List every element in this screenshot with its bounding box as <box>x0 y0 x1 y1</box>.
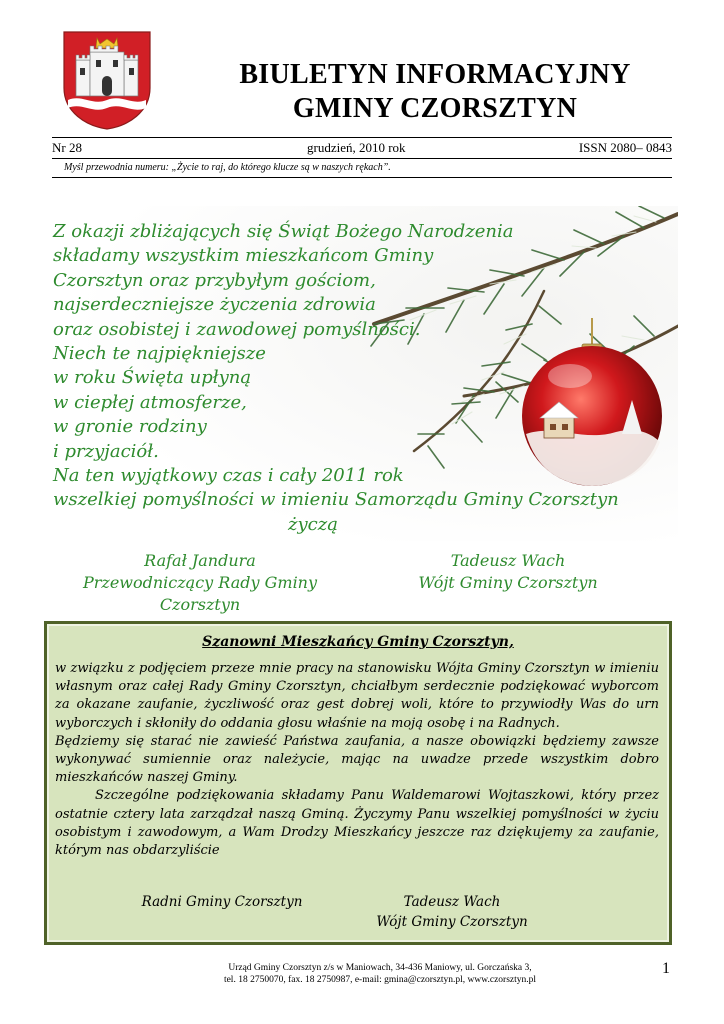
greeting-line: Niech te najpiękniejsze <box>53 343 266 365</box>
header-rule-top <box>52 137 672 138</box>
issue-date: grudzień, 2010 rok <box>307 140 406 155</box>
letter-signature-right <box>357 892 547 932</box>
greeting-line: w gronie rodziny <box>53 416 207 438</box>
letter-body <box>55 660 659 860</box>
signatory-right-role: Wójt Gminy Czorsztyn <box>418 573 598 592</box>
letter-signature-right-role: Wójt Gminy Czorsztyn <box>376 914 528 930</box>
letter-paragraph: Będziemy się starać nie zawieść Państwa zaufania, a nasze obowiązki będziemy zawsze wykonywać sumiennie oraz należycie, mając na uwadze przede wszystkim dobro mieszkańców naszej Gminy. <box>55 733 659 786</box>
title-line-1: BIULETYN INFORMACYJNY <box>239 59 631 90</box>
greeting-line: Czorsztyn oraz przybyłym gościom, <box>53 269 376 291</box>
bulletin-title <box>170 58 700 126</box>
signature-left <box>55 550 345 616</box>
page-number: 1 <box>662 960 670 977</box>
header-rule-bottom <box>52 177 672 178</box>
issue-number: Nr 28 <box>52 140 82 155</box>
christmas-greeting <box>53 220 619 537</box>
issue-meta <box>52 140 672 158</box>
coat-of-arms-icon <box>62 30 152 130</box>
letter-box <box>44 621 672 945</box>
title-line-2: GMINY CZORSZTYN <box>292 93 578 124</box>
greeting-line: i przyjaciół. <box>53 440 159 462</box>
greeting-line: Z okazji zbliżających się Świąt Bożego Narodzenia <box>53 221 514 242</box>
letter-signature-left: Radni Gminy Czorsztyn <box>141 894 303 910</box>
page-footer <box>150 962 610 986</box>
greeting-line: wszelkiej pomyślności w imieniu Samorządu Gminy Czorsztyn <box>53 489 619 511</box>
letter-paragraph: Szczególne podziękowania składamy Panu Waldemarowi Wojtaszkowi, który przez ostatnie cztery lata zarządzał naszą Gminą. Życzymy Panu wszelkiej pomyślności w życiu osobistym i zawodowym, a Wam Drodzy Mieszkańcy jeszcze raz dziękujemy za zaufanie, którym nas obdarzyliście <box>55 788 659 859</box>
letter-title: Szanowni Mieszkańcy Gminy Czorsztyn, <box>202 634 514 650</box>
letter-paragraph: w związku z podjęciem przeze mnie pracy na stanowisku Wójta Gminy Czorsztyn w imieniu własnym oraz całej Rady Gminy Czorsztyn, chciałbym serdecznie podziękować wyborcom za okazane zaufanie, życzliwość oraz gest dobrej woli, które to przywiodły Was do urn wyborczych i skłoniły do oddania głosu właśnie na moją osobę i na Radnych. <box>55 661 659 731</box>
greeting-line: w roku Święta upłyną <box>53 367 252 389</box>
greeting-line: składamy wszystkim mieszkańcom Gminy <box>53 245 434 267</box>
greeting-closing: życzą <box>288 513 338 535</box>
greeting-line: Na ten wyjątkowy czas i cały 2011 rok <box>53 465 404 487</box>
letter-signature-right-name: Tadeusz Wach <box>403 894 501 910</box>
greeting-line: najserdeczniejsze życzenia zdrowia <box>53 294 376 316</box>
footer-contact: tel. 18 2750070, fax. 18 2750987, e-mail: gmina@czorsztyn.pl, www.czorsztyn.pl <box>223 975 537 985</box>
signature-right <box>388 550 628 594</box>
greeting-line: oraz osobistej i zawodowej pomyślności. <box>53 318 421 340</box>
signatory-left-name: Rafał Jandura <box>144 551 256 570</box>
signatory-right-name: Tadeusz Wach <box>450 551 566 570</box>
header-rule-middle <box>52 158 672 159</box>
greeting-line: w ciepłej atmosferze, <box>53 391 247 413</box>
issue-motto: Myśl przewodnia numeru: „Życie to raj, do którego klucze są w naszych rękach”. <box>64 162 391 173</box>
signatory-left-role: Przewodniczący Rady Gminy Czorsztyn <box>82 573 318 614</box>
footer-address: Urząd Gminy Czorsztyn z/s w Maniowach, 34-436 Maniowy, ul. Gorczańska 3, <box>228 963 532 973</box>
issn: ISSN 2080– 0843 <box>578 140 672 155</box>
